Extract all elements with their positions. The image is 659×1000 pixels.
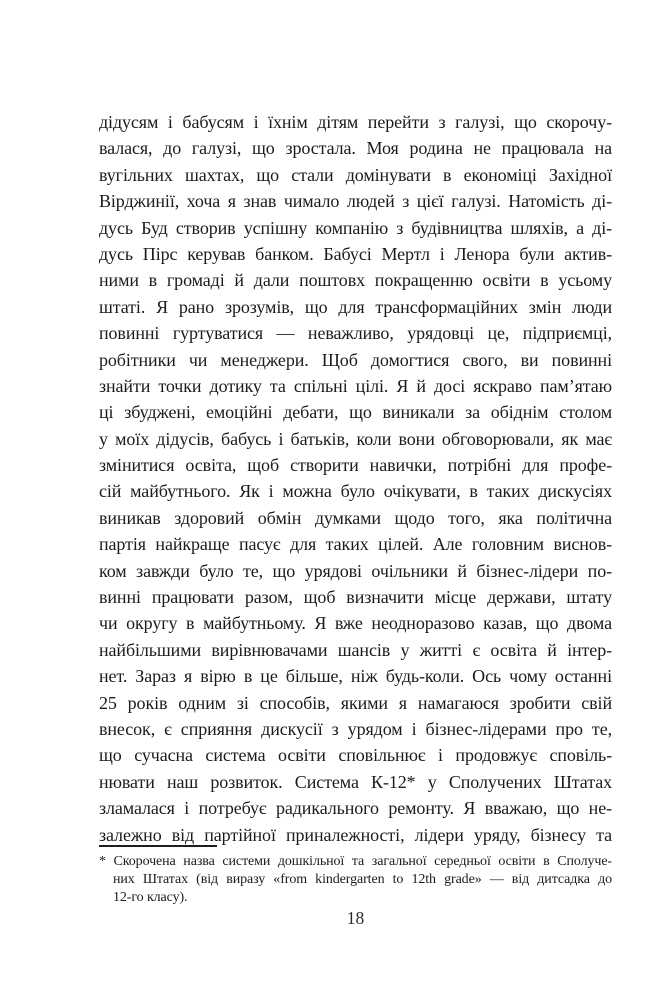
body-text-line: валася, до галузі, що зростала. Моя родина не працювала на (99, 138, 612, 159)
footnote (99, 845, 612, 907)
footnote-line: * Скорочена назва системи дошкільної та загальної середньої освіти в Сполуче- (99, 854, 612, 869)
body-text-line: ком завжди було те, що урядові очільники й бізнес-лідери по- (99, 560, 612, 581)
footnote-text (99, 853, 612, 907)
body-text-line: нет. Зараз я вірю в це більше, ніж будь-коли. Ось чому останні (99, 666, 612, 687)
page-number: 18 (346, 908, 365, 928)
body-text-line: нювати наш розвиток. Система К-12* у Сполучених Штатах (99, 771, 612, 792)
body-text-line: дідусям і бабусям і їхнім дітям перейти з галузі, що скорочу- (99, 112, 612, 132)
body-text-line: 25 років одним зі способів, якими я намагаюся зробити свій (99, 692, 612, 713)
body-text-line: дусь Пірс керував банком. Бабусі Мертл і Ленора були актив- (99, 243, 612, 264)
body-text-line: внесок, є сприяння дискусії з урядом і бізнес-лідерами про те, (99, 718, 612, 739)
body-text-line: знайти точки дотику та спільні цілі. Я й досі яскраво пам’ятаю (99, 375, 612, 396)
body-text-line: вугільних шахтах, що стали домінувати в економіці Західної (99, 164, 612, 185)
footnote-separator-rule (99, 845, 217, 847)
body-text-line: штаті. Я рано зрозумів, що для трансформаційних змін люди (99, 296, 612, 317)
body-text (99, 109, 612, 848)
body-text-line: найбільшими вирівнювачами шансів у житті є освіта й інтер- (99, 639, 612, 660)
body-text-line: партія найкраще пасує для таких цілей. Але головним виснов- (99, 534, 612, 555)
footnote-line: них Штатах (від виразу «from kindergarten to 12th grade» — від дитсадка до (113, 872, 612, 887)
body-text-line: сій майбутнього. Як і можна було очікувати, в таких дискусіях (99, 481, 612, 502)
body-text-line: робітники чи менеджери. Щоб домогтися свого, ви повинні (99, 349, 612, 370)
body-text-line: виникав здоровий обмін думками щодо того, яка політична (99, 507, 612, 528)
body-text-line: змінитися освіта, щоб створити навички, потрібні для профе- (99, 455, 612, 476)
body-text-line: ними в громаді й дали поштовх покращенню освіти в усьому (99, 270, 612, 291)
footnote-line: 12-го класу). (113, 890, 188, 905)
body-text-line: зламалася і потребує радикального ремонту. Я вважаю, що не- (99, 798, 612, 819)
body-text-line: залежно від партійної приналежності, лідери уряду, бізнесу та (99, 824, 612, 845)
body-text-line: ці збуджені, емоційні дебати, що виникали за обіднім столом (99, 402, 612, 423)
body-text-line: що сучасна система освіти сповільнює і продовжує сповіль- (99, 745, 612, 766)
body-text-line: у моїх дідусів, бабусь і батьків, коли вони обговорювали, як має (99, 428, 612, 449)
body-text-line: чи округу в майбутньому. Я вже неодноразово казав, що двома (99, 613, 612, 634)
body-text-line: винні працювати разом, щоб визначити місце держави, штату (99, 587, 612, 608)
body-text-line: дусь Буд створив успішну компанію з будівництва шляхів, а ді- (99, 217, 612, 238)
body-text-line: повинні гуртуватися — неважливо, урядовці це, підприємці, (99, 323, 612, 344)
body-text-line: Вірджинії, хоча я знав чимало людей з цієї галузі. Натомість ді- (99, 191, 612, 212)
